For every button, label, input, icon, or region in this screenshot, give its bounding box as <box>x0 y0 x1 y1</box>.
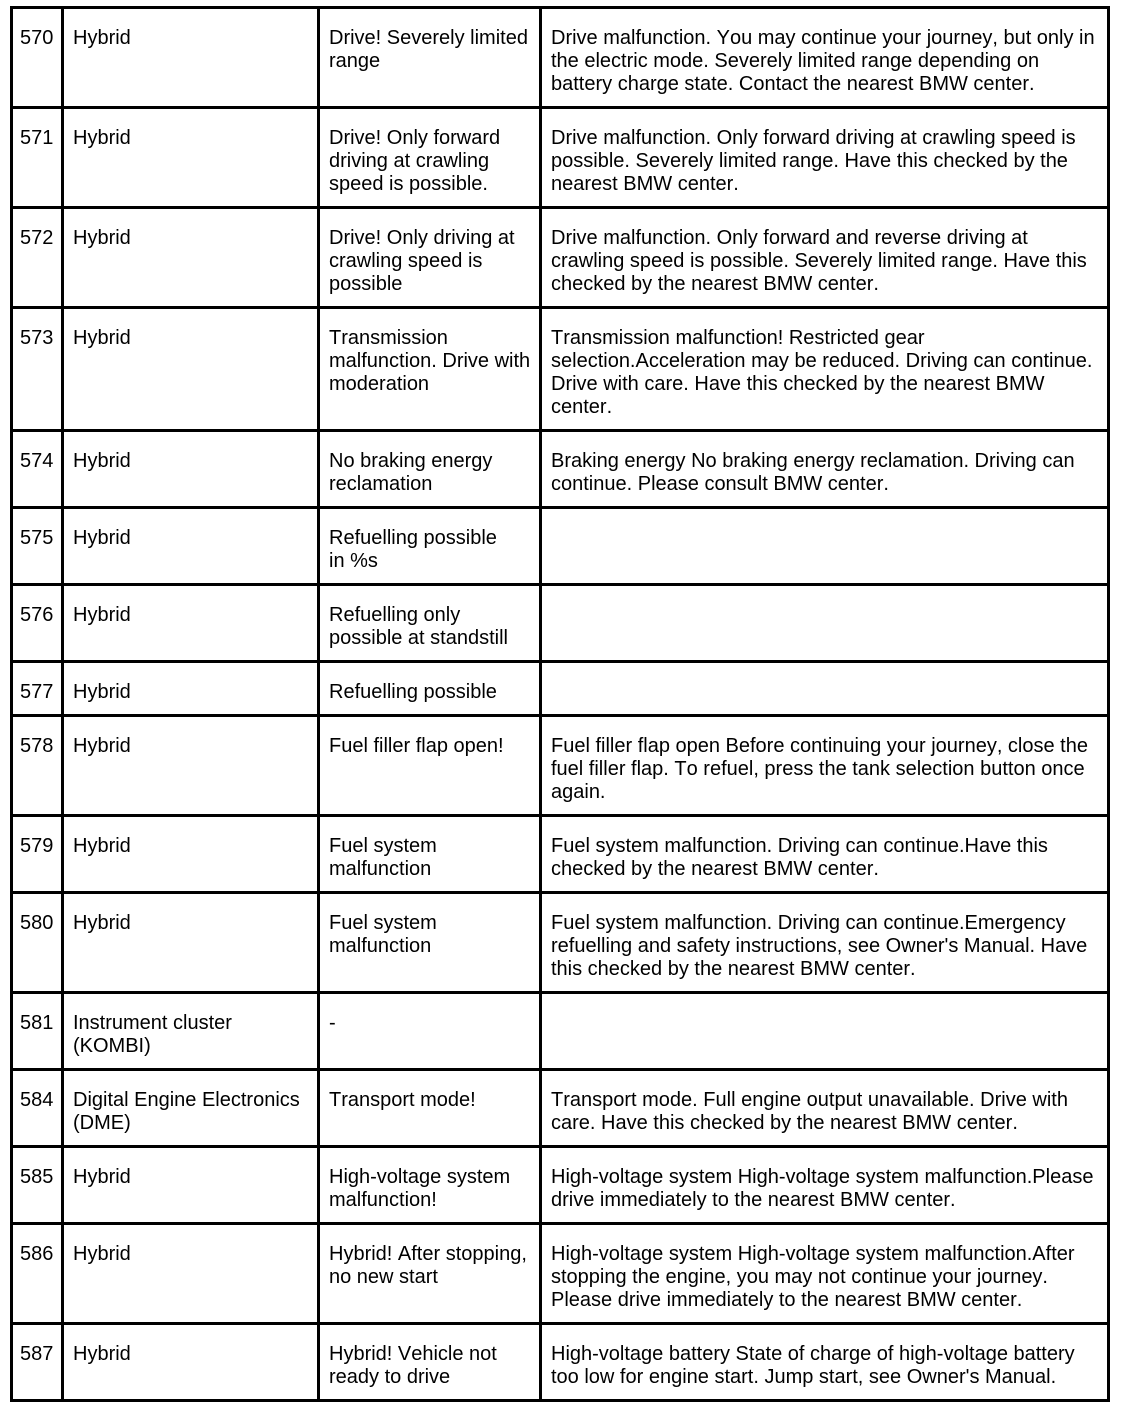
message-cell: Drive! Only forward driving at crawling speed is possible. <box>320 109 542 209</box>
description-cell: Fuel system malfunction. Driving can continue.Emergency refuelling and safety instructions, see Owner's Manual. Have this checked by the nearest BMW center. <box>542 894 1110 994</box>
message-cell: Drive! Severely limited range <box>320 9 542 109</box>
code-cell: 571 <box>13 109 64 209</box>
table-row <box>13 1148 1110 1225</box>
component-cell: Hybrid <box>64 1148 320 1225</box>
table-row <box>13 109 1110 209</box>
description-cell: Drive malfunction. Only forward driving at crawling speed is possible. Severely limited range. Have this checked by the nearest BMW center. <box>542 109 1110 209</box>
description-cell: Fuel filler flap open Before continuing your journey, close the fuel filler flap. To refuel, press the tank selection button once again. <box>542 717 1110 817</box>
message-cell: Fuel system malfunction <box>320 817 542 894</box>
component-cell: Hybrid <box>64 586 320 663</box>
table-row <box>13 1071 1110 1148</box>
message-table <box>10 6 1110 1402</box>
component-cell: Hybrid <box>64 109 320 209</box>
code-cell: 585 <box>13 1148 64 1225</box>
table-row <box>13 994 1110 1071</box>
table-row <box>13 817 1110 894</box>
message-cell: Refuelling possible <box>320 663 542 717</box>
message-cell: Transport mode! <box>320 1071 542 1148</box>
message-cell: Transmission malfunction. Drive with moderation <box>320 309 542 432</box>
message-cell: Fuel system malfunction <box>320 894 542 994</box>
code-cell: 572 <box>13 209 64 309</box>
component-cell: Hybrid <box>64 1325 320 1402</box>
component-cell: Hybrid <box>64 9 320 109</box>
description-cell <box>542 509 1110 586</box>
table-row <box>13 1225 1110 1325</box>
component-cell: Hybrid <box>64 717 320 817</box>
code-cell: 579 <box>13 817 64 894</box>
description-cell: Transmission malfunction! Restricted gear selection.Acceleration may be reduced. Driving can continue. Drive with care. Have this checked by the nearest BMW center. <box>542 309 1110 432</box>
code-cell: 576 <box>13 586 64 663</box>
description-cell: High-voltage battery State of charge of high-voltage battery too low for engine start. Jump start, see Owner's Manual. <box>542 1325 1110 1402</box>
message-cell: No braking energy reclamation <box>320 432 542 509</box>
component-cell: Digital Engine Electronics (DME) <box>64 1071 320 1148</box>
description-cell: Braking energy No braking energy reclamation. Driving can continue. Please consult BMW center. <box>542 432 1110 509</box>
component-cell: Hybrid <box>64 209 320 309</box>
code-cell: 580 <box>13 894 64 994</box>
component-cell: Instrument cluster (KOMBI) <box>64 994 320 1071</box>
description-cell: Drive malfunction. Only forward and reverse driving at crawling speed is possible. Severely limited range. Have this checked by the nearest BMW center. <box>542 209 1110 309</box>
table-row <box>13 586 1110 663</box>
description-cell: High-voltage system High-voltage system malfunction.After stopping the engine, you may not continue your journey. Please drive immediately to the nearest BMW center. <box>542 1225 1110 1325</box>
component-cell: Hybrid <box>64 663 320 717</box>
table-row <box>13 894 1110 994</box>
description-cell: High-voltage system High-voltage system malfunction.Please drive immediately to the nearest BMW center. <box>542 1148 1110 1225</box>
message-cell: Hybrid! After stopping, no new start <box>320 1225 542 1325</box>
component-cell: Hybrid <box>64 894 320 994</box>
table-row <box>13 9 1110 109</box>
table-row <box>13 509 1110 586</box>
table-row <box>13 663 1110 717</box>
code-cell: 570 <box>13 9 64 109</box>
table-row <box>13 1325 1110 1402</box>
component-cell: Hybrid <box>64 817 320 894</box>
code-cell: 586 <box>13 1225 64 1325</box>
component-cell: Hybrid <box>64 509 320 586</box>
message-cell: Hybrid! Vehicle not ready to drive <box>320 1325 542 1402</box>
description-cell <box>542 994 1110 1071</box>
description-cell: Drive malfunction. You may continue your journey, but only in the electric mode. Severely limited range depending on battery charge state. Contact the nearest BMW center. <box>542 9 1110 109</box>
description-cell: Transport mode. Full engine output unavailable. Drive with care. Have this checked by the nearest BMW center. <box>542 1071 1110 1148</box>
message-cell: High-voltage system malfunction! <box>320 1148 542 1225</box>
code-cell: 573 <box>13 309 64 432</box>
component-cell: Hybrid <box>64 1225 320 1325</box>
code-cell: 587 <box>13 1325 64 1402</box>
table-row <box>13 717 1110 817</box>
message-cell: Fuel filler flap open! <box>320 717 542 817</box>
message-cell: - <box>320 994 542 1071</box>
component-cell: Hybrid <box>64 432 320 509</box>
code-cell: 574 <box>13 432 64 509</box>
message-cell: Drive! Only driving at crawling speed is possible <box>320 209 542 309</box>
description-cell <box>542 663 1110 717</box>
code-cell: 584 <box>13 1071 64 1148</box>
code-cell: 575 <box>13 509 64 586</box>
message-cell: Refuelling only possible at standstill <box>320 586 542 663</box>
description-cell: Fuel system malfunction. Driving can continue.Have this checked by the nearest BMW center. <box>542 817 1110 894</box>
code-cell: 578 <box>13 717 64 817</box>
table-row <box>13 432 1110 509</box>
code-cell: 577 <box>13 663 64 717</box>
code-cell: 581 <box>13 994 64 1071</box>
table-row <box>13 209 1110 309</box>
description-cell <box>542 586 1110 663</box>
table-row <box>13 309 1110 432</box>
message-cell: Refuelling possible in %s <box>320 509 542 586</box>
component-cell: Hybrid <box>64 309 320 432</box>
